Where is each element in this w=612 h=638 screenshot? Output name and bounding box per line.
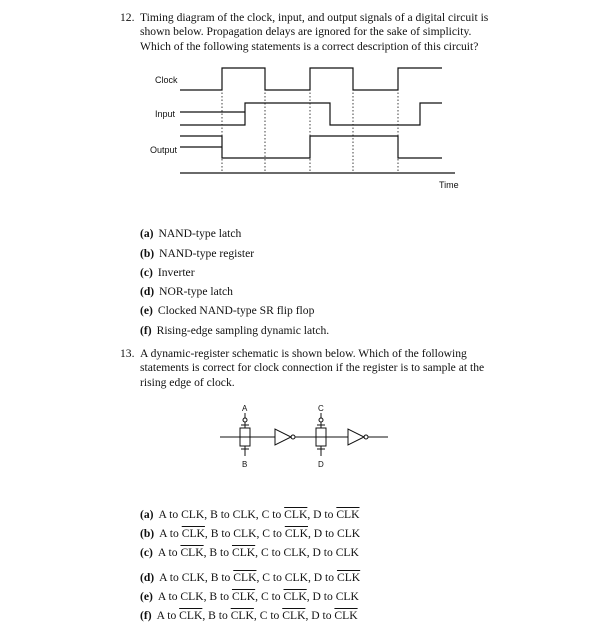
terminal-a-label: A: [242, 404, 248, 413]
option-letter: (d): [140, 571, 155, 584]
answer-option: [140, 527, 360, 540]
answer-option: [140, 324, 329, 337]
option-text: , D to: [305, 609, 335, 622]
option-letter: (c): [140, 266, 153, 279]
terminal-d-label: D: [318, 460, 324, 469]
question-12-number: 12.: [120, 11, 135, 24]
option-text: Clocked NAND-type SR flip flop: [157, 304, 315, 317]
option-text: , C to: [253, 609, 283, 622]
option-letter: (a): [140, 508, 154, 521]
input-waveform: [180, 103, 442, 125]
option-letter: (e): [140, 304, 153, 317]
option-text: NOR-type latch: [159, 285, 233, 298]
option-text: , D to CLK: [306, 590, 359, 603]
answer-option: [140, 266, 195, 279]
option-text: , C to CLK, D to: [256, 571, 337, 584]
option-text: A to CLK, B to CLK, C to: [158, 508, 285, 521]
option-text: A to CLK, B to: [157, 590, 232, 603]
option-text: , D to CLK: [308, 527, 361, 540]
clk-bar-text: $\overline{CLK}$: [230, 609, 254, 622]
terminal-c-label: C: [318, 404, 324, 413]
transmission-gate-2: [316, 413, 326, 456]
clk-bar-text: $\overline{CLK}$: [233, 571, 257, 584]
question-13-number: 13.: [120, 347, 135, 360]
question-12-stem: Timing diagram of the clock, input, and output signals of a digital circuit is shown below. Propagation delays are ignored for the sake of simplicity. Which of the following statements is a correct description of this circuit?: [140, 11, 489, 53]
option-letter: (c): [140, 546, 153, 559]
clk-bar-text: $\overline{CLK}$: [282, 609, 306, 622]
option-text: , B to: [203, 546, 232, 559]
option-text: Rising-edge sampling dynamic latch.: [156, 324, 330, 337]
answer-option: [140, 247, 254, 260]
option-text: , C to: [255, 590, 284, 603]
answer-option: [140, 508, 360, 521]
clk-bar-text: $\overline{CLK}$: [231, 590, 256, 603]
option-text: A to: [157, 546, 181, 559]
answer-option: [140, 571, 360, 584]
option-text: NAND-type latch: [158, 227, 242, 240]
option-text: , D to: [307, 508, 337, 521]
answer-option: [140, 609, 358, 622]
clk-bar-text: $\overline{CLK}$: [284, 527, 308, 540]
question-13-stem: A dynamic-register schematic is shown below. Which of the following statements is correct for clock connection if the register is to sample at the rising edge of clock.: [140, 347, 485, 389]
option-text: A to: [156, 609, 180, 622]
option-letter: (b): [140, 247, 155, 260]
answer-option: [140, 285, 233, 298]
option-text: , B to: [202, 609, 231, 622]
option-letter: (b): [140, 527, 155, 540]
option-letter: (a): [140, 227, 154, 240]
option-letter: (f): [140, 609, 152, 622]
timing-diagram: [0, 60, 612, 260]
option-letter: (e): [140, 590, 153, 603]
option-text: , C to CLK, D to CLK: [255, 546, 359, 559]
clock-label: Clock: [155, 75, 178, 85]
dynamic-register-schematic: [0, 400, 612, 480]
option-text: NAND-type register: [159, 247, 255, 260]
input-label: Input: [155, 109, 176, 119]
inverter-2: [348, 429, 364, 445]
clk-bar-text: $\overline{CLK}$: [283, 590, 307, 603]
terminal-b-label: B: [242, 460, 248, 469]
clk-bar-text: $\overline{CLK}$: [336, 508, 360, 521]
clk-bar-text: $\overline{CLK}$: [334, 609, 358, 622]
answer-option: [140, 227, 241, 240]
clk-bar-text: $\overline{CLK}$: [336, 571, 361, 584]
option-letter: (d): [140, 285, 155, 298]
option-text: Inverter: [157, 266, 195, 279]
clock-waveform: [180, 68, 442, 90]
clk-bar-text: $\overline{CLK}$: [181, 527, 205, 540]
clk-bar-text: $\overline{CLK}$: [231, 546, 256, 559]
option-text: , B to CLK, C to: [204, 527, 285, 540]
option-letter: (f): [140, 324, 152, 337]
output-label: Output: [150, 145, 178, 155]
answer-option: [140, 546, 359, 559]
answer-option: [140, 304, 314, 317]
answer-option: [140, 590, 359, 603]
clk-bar-text: $\overline{CLK}$: [284, 508, 308, 521]
clk-bar-text: $\overline{CLK}$: [180, 546, 204, 559]
inverter-1: [275, 429, 291, 445]
transmission-gate-1: [240, 413, 250, 456]
time-label: Time: [439, 180, 459, 190]
option-text: A to CLK, B to: [159, 571, 234, 584]
clk-bar-text: $\overline{CLK}$: [179, 609, 203, 622]
option-text: A to: [159, 527, 182, 540]
